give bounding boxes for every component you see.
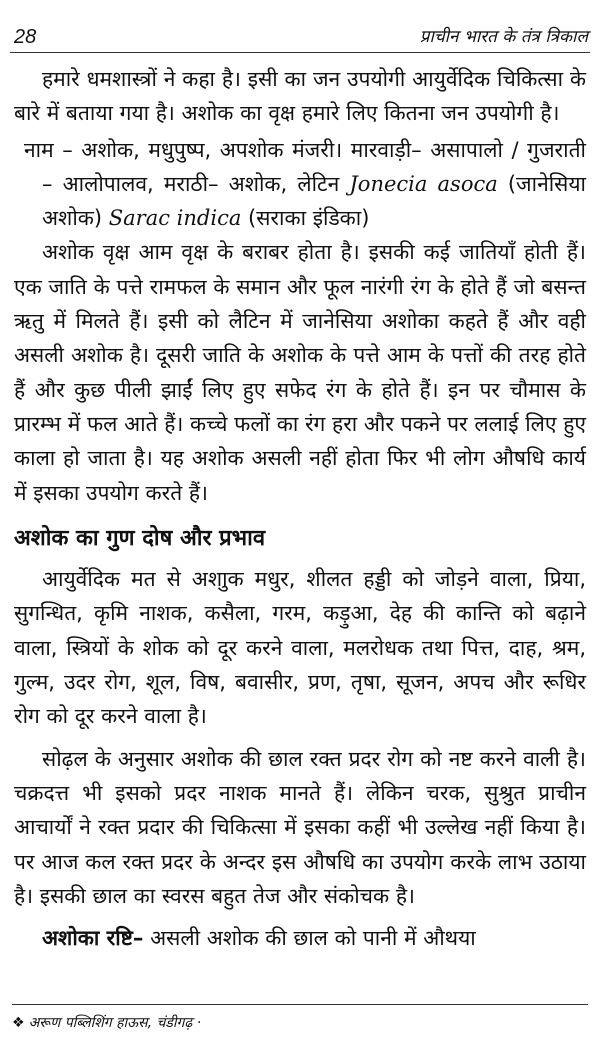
page-header [0, 0, 600, 48]
ashoka-rishti-label: अशोका रष्टि– [42, 926, 144, 951]
page-footer [12, 1004, 588, 1034]
latin-name-1: Jonecia asoca [349, 171, 498, 196]
paragraph-names [14, 133, 586, 236]
publisher-line [12, 1013, 201, 1032]
running-head: प्राचीन भारत के तंत्र त्रिकाल [419, 27, 588, 47]
publisher-name: अरूण पब्लिशिंग हाऊस, चंडीगढ़ · [28, 1015, 202, 1031]
section-heading: अशोक का गुण दोष और प्रभाव [14, 525, 266, 551]
footer-rule [12, 1004, 588, 1005]
diamond-emblem-icon: ❖ [12, 1015, 25, 1031]
names-text-2: (जानेसिया अशोक) [42, 171, 586, 231]
paragraph-description: अशोक वृक्ष आम वृक्ष के बराबर होता है। इसकी कई जातियाँ होती हैं। एक जाति के पत्ते रामफल के समान और फूल नारंगी रंग के होते हैं जो बसन्त ऋतु में मिलते हैं। इसी को लैटिन में जानेसिया अशोका कहते हैं और वही असली अशोक है। दूसरी जाति के अशोक के पत्ते आम के पत्तों की तरह होते हैं और कुछ पीली झाईं लिए हुए सफेद रंग के होते हैं। इन पर चौमास के प्रारम्भ में फल आते हैं। कच्चे फलों का रंग हरा और पकने पर ललाई लिए हुए काला हो जाता है। यह अशोक असली नहीं होता फिर भी लोग औषधि कार्य में इसका उपयोग करते हैं। [14, 240, 586, 505]
header-rule [10, 52, 590, 53]
page-number: 28 [14, 26, 37, 48]
paragraph-properties: आयुर्वेदिक मत से अशाुक मधुर, शीलत हड्डी को जोड़ने वाला, प्रिया, सुगन्धित, कृमि नाशक, कसैला, गरम, कड़ुआ, देह की कान्ति को बढ़ाने वाला, स्त्रियों के शोक को दूर करने वाला, मलरोधक तथा पित्त, दाह, श्रम, गुल्म, उदर रोग, शूल, विष, बवासीर, प्रण, तृषा, सूजन, अपच और रूधिर रोग को दूर करने वाला है। [14, 567, 586, 729]
names-text-1: नाम – अशोक, मधुपुष्प, अपशोक मंजरी। मारवाड़ी– असापालो / गुजराती – आलोपालव, मराठी– अशोक, लेटिन [24, 137, 586, 196]
ashoka-rishti-text: असली अशोक की छाल को पानी में औथया [143, 926, 476, 951]
paragraph-intro: हमारे धमशास्त्रों ने कहा है। इसी का जन उपयोगी आयुर्वेदिक चिकित्सा के बारे में बताया गया है। अशोक का वृक्ष हमारे लिए कितना जन उपयोगी है। [14, 67, 586, 126]
latin-name-2: Sarac indica [108, 206, 242, 231]
paragraph-sodhal: सोढ़ल के अनुसार अशोक की छाल रक्त प्रदर रोग को नष्ट करने वाली है। चक्रदत्त भी इसको प्रदर नाशक मानते हैं। लेकिन चरक, सुश्रुत प्राचीन आचार्यों ने रक्त प्रदार की चिकित्सा में इसका कहीं भी उल्लेख नहीं किया है। पर आज कल रक्त प्रदर के अन्दर इस औषधि का उपयोग करके लाभ उठाया है। इसकी छाल का स्वरस बहुत तेज और संकोचक है। [14, 746, 586, 908]
names-text-3: (सराका इंडिका) [241, 206, 370, 231]
body-text [14, 62, 586, 955]
paragraph-ashoka-rishti [14, 921, 586, 955]
